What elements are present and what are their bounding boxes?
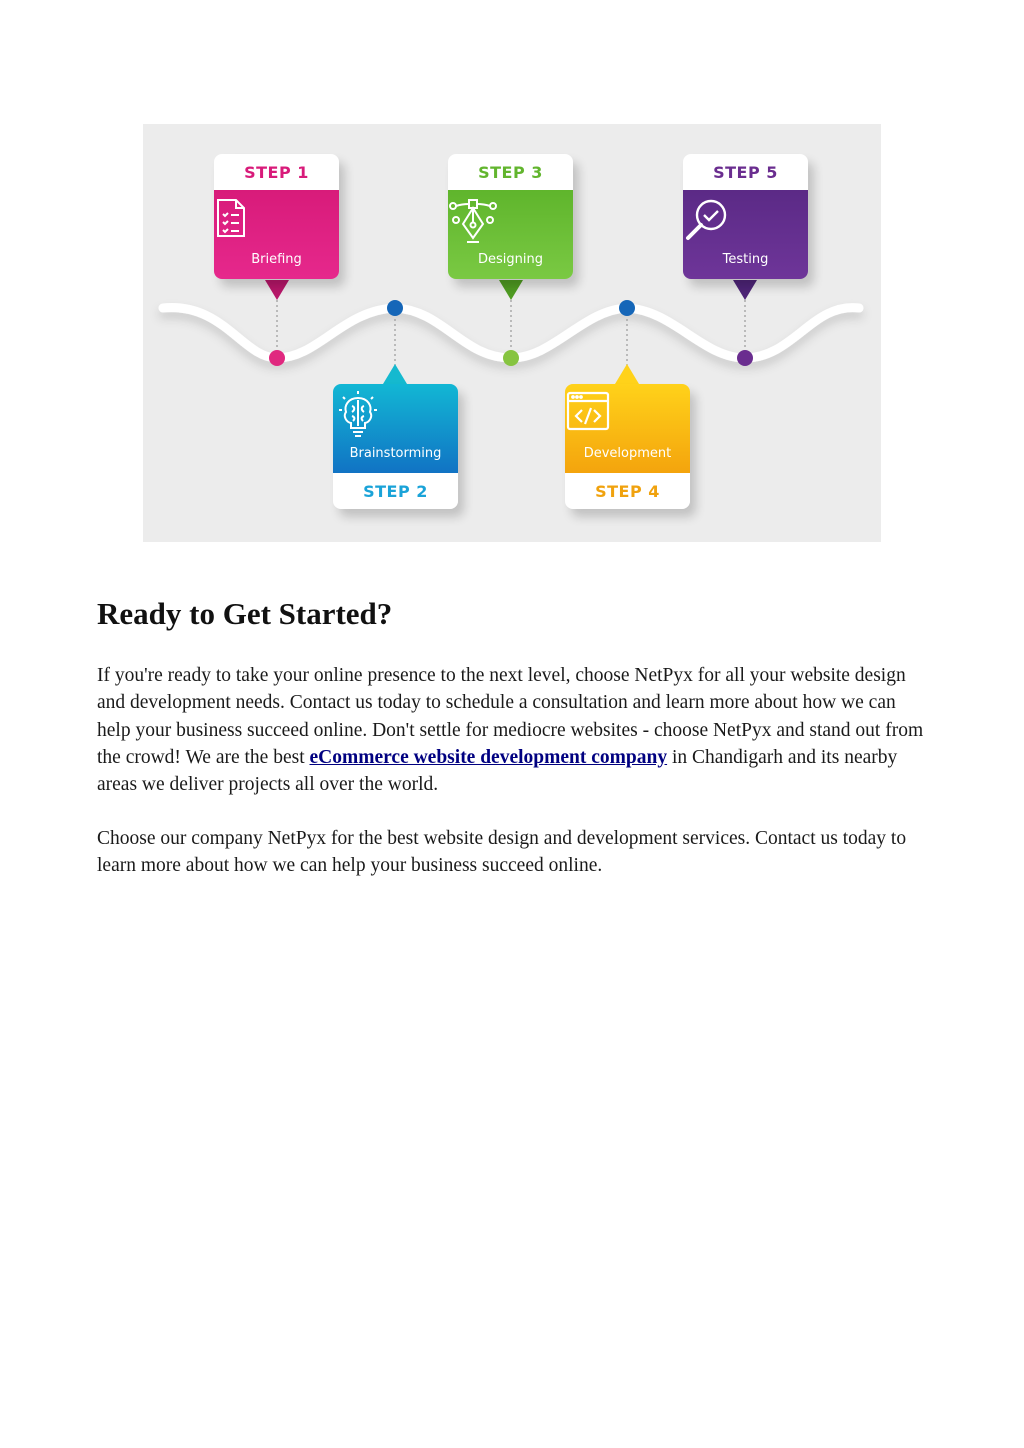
pen-tool-icon (448, 198, 573, 246)
intro-paragraph (97, 662, 927, 798)
dot-1 (269, 350, 285, 366)
step-number: STEP 2 (333, 473, 458, 509)
brain-lightbulb-icon (333, 390, 458, 438)
section-heading: Ready to Get Started? (97, 596, 393, 631)
step-number: STEP 1 (214, 154, 339, 190)
step-label: Designing (478, 252, 543, 267)
paragraph-text: If you're ready to take your online presence to the next level, choose NetPyx for all your website design and development needs. Contact us today to schedule a consultation and learn more about how we can help your business succeed online. Don't settle for mediocre websites - choose NetPyx and stand out from the crowd! We are the best (97, 665, 924, 768)
step-card-development (565, 384, 690, 509)
dot-4 (619, 300, 635, 316)
step-number: STEP 3 (448, 154, 573, 190)
closing-paragraph: Choose our company NetPyx for the best website design and development services. Contact us today to learn more about how we can help your business succeed online. (97, 828, 907, 877)
step-label: Brainstorming (349, 446, 442, 461)
step-card-brainstorming (333, 384, 458, 509)
ecommerce-company-link[interactable]: eCommerce website development company (309, 746, 668, 768)
dot-2 (387, 300, 403, 316)
step-number: STEP 4 (565, 473, 690, 509)
step-card-testing (683, 154, 808, 279)
step-label: Development (583, 446, 672, 461)
code-window-icon (565, 390, 690, 438)
pointer-4 (615, 364, 639, 384)
step-label: Testing (722, 252, 769, 267)
step-number: STEP 5 (683, 154, 808, 190)
pointer-3 (499, 280, 523, 300)
step-label: Briefing (251, 252, 302, 267)
paragraph-text: in Chandigarh and its nearby areas we deliver projects all over the world. (97, 746, 898, 796)
step-card-briefing (214, 154, 339, 279)
step-card-designing (448, 154, 573, 279)
pointer-2 (383, 364, 407, 384)
pointer-1 (265, 280, 289, 300)
dot-3 (503, 350, 519, 366)
pointer-5 (733, 280, 757, 300)
checklist-document-icon (214, 198, 339, 246)
dot-5 (737, 350, 753, 366)
magnifier-check-icon (683, 198, 808, 246)
process-steps-figure (143, 124, 881, 542)
